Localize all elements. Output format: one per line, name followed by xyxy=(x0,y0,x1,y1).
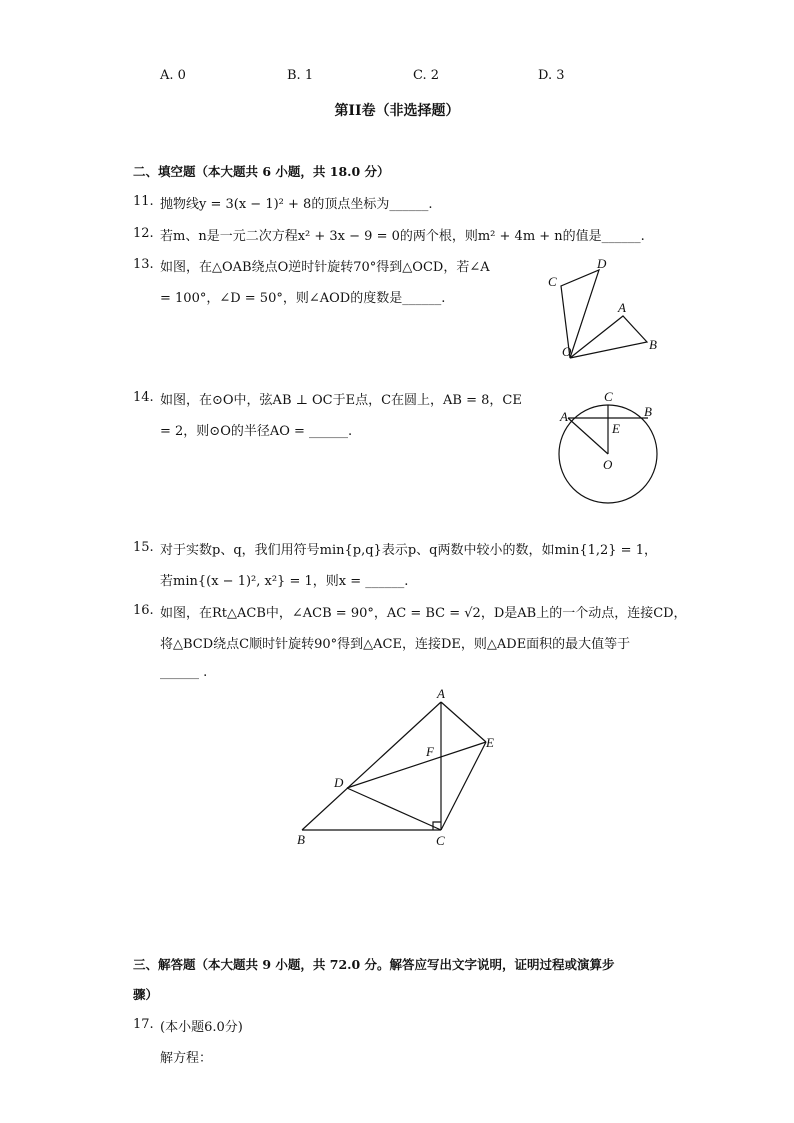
question-16-line3: ______ . xyxy=(160,665,208,680)
label-a: A xyxy=(437,686,445,701)
figure-14-circle xyxy=(548,385,673,510)
question-13-line1: 如图，在△OAB绕点O逆时针旋转70°得到△OCD，若∠A xyxy=(160,260,490,275)
label-c: C xyxy=(604,389,613,404)
question-17-points: (本小题6.0分) xyxy=(160,1020,243,1035)
question-14-line1: 如图，在⊙O中，弦AB ⊥ OC于E点，C在圆上，AB = 8，CE xyxy=(160,393,522,408)
label-a: A xyxy=(618,300,626,315)
option-d: D. 3 xyxy=(538,68,565,83)
option-a: A. 0 xyxy=(160,68,186,83)
label-b: B xyxy=(644,404,652,419)
label-e: E xyxy=(612,421,620,436)
question-number: 13. xyxy=(133,257,154,272)
label-c: C xyxy=(436,833,445,848)
question-15-line2: 若min{(x − 1)², x²} = 1，则x = ______. xyxy=(160,574,409,589)
option-b: B. 1 xyxy=(287,68,314,83)
question-15-line1: 对于实数p、q，我们用符号min{p,q}表示p、q两数中较小的数，如min{1,2} = 1， xyxy=(160,543,657,558)
question-number: 15. xyxy=(133,540,154,555)
label-a: A xyxy=(560,409,568,424)
figure-16-right-triangle xyxy=(290,685,510,855)
question-12-text: 若m、n是一元二次方程x² + 3x − 9 = 0的两个根，则m² + 4m + n的值是______. xyxy=(160,229,645,244)
section-solve-heading-cont: 骤） xyxy=(133,987,159,1002)
label-e: E xyxy=(486,735,494,750)
question-number: 17. xyxy=(133,1017,154,1032)
part-title: 第II卷（非选择题） xyxy=(334,103,460,119)
segment-dc xyxy=(347,788,441,830)
question-16-line1: 如图，在Rt△ACB中，∠ACB = 90°，AC = BC = √2，D是AB上的一个动点，连接CD， xyxy=(160,606,687,621)
label-b: B xyxy=(649,337,657,352)
option-c: C. 2 xyxy=(413,68,440,83)
segment-de xyxy=(347,742,486,788)
label-b: B xyxy=(297,832,305,847)
figure-13-rotation xyxy=(535,252,675,362)
label-d: D xyxy=(334,775,344,790)
question-11-text: 抛物线y = 3(x − 1)² + 8的顶点坐标为______. xyxy=(160,197,433,212)
label-f: F xyxy=(426,744,434,759)
question-16-line2: 将△BCD绕点C顺时针旋转90°得到△ACE，连接DE，则△ADE面积的最大值等于 xyxy=(160,637,631,652)
question-13-line2: = 100°，∠D = 50°，则∠AOD的度数是______. xyxy=(160,291,446,306)
question-number: 16. xyxy=(133,603,154,618)
segment-ae xyxy=(441,702,486,742)
question-number: 14. xyxy=(133,390,154,405)
segment-ao xyxy=(568,418,608,454)
section-fill-blank-heading: 二、填空题（本大题共 6 小题，共 18.0 分） xyxy=(133,164,390,179)
section-solve-heading: 三、解答题（本大题共 9 小题，共 72.0 分。解答应写出文字说明，证明过程或演算步 xyxy=(133,957,615,972)
label-o: O xyxy=(562,344,572,359)
question-14-line2: = 2，则⊙O的半径AO = ______. xyxy=(160,424,353,439)
label-c: C xyxy=(548,274,557,289)
question-17-prompt: 解方程： xyxy=(160,1051,213,1066)
segment-ab xyxy=(302,702,441,830)
label-d: D xyxy=(597,256,607,271)
label-o: O xyxy=(603,457,613,472)
question-number: 12. xyxy=(133,226,154,241)
question-number: 11. xyxy=(133,194,154,209)
